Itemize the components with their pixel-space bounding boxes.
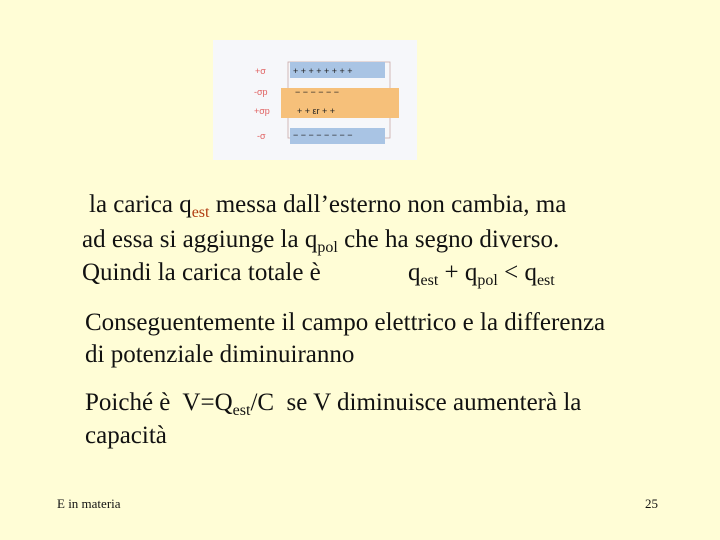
footer-title: E in materia — [57, 496, 121, 511]
text-fragment: /C se V diminuisce aumenterà la — [250, 389, 582, 416]
dielectric-signs-top: − − − − − − — [295, 87, 340, 97]
para2-line1: Conseguentemente il campo elettrico e la differenza — [85, 309, 606, 336]
text-fragment: < q — [497, 259, 537, 286]
subscript: est — [536, 272, 555, 289]
para1-line1 — [89, 192, 566, 225]
text-fragment: + q — [438, 259, 478, 286]
label-minus-sigma-p: -σp — [254, 87, 268, 97]
line2-words — [82, 227, 559, 260]
para2-line2: di potenziale diminuiranno — [85, 341, 355, 368]
para3-line1 — [85, 390, 581, 423]
page-number: 25 — [645, 496, 658, 511]
total-charge-inequality — [408, 260, 555, 293]
text-fragment: ad essa si aggiunge la q — [82, 226, 318, 253]
para1-line3 — [82, 260, 321, 285]
subscript: pol — [317, 239, 338, 256]
capacitor-diagram — [213, 40, 417, 160]
text-fragment: messa dall’esterno non cambia, ma — [209, 191, 567, 218]
subscript: est — [232, 402, 251, 419]
text-fragment: q — [408, 259, 421, 286]
label-minus-sigma: -σ — [257, 131, 266, 141]
text-fragment: che ha segno diverso. — [337, 226, 560, 253]
capacitor-dielectric-figure — [213, 40, 417, 160]
dielectric-signs-bottom: + + εr + + — [297, 106, 336, 116]
subscript: est — [420, 272, 439, 289]
text-fragment: Poiché è V=Q — [85, 389, 233, 416]
subscript: est — [191, 204, 210, 221]
para3-line2: capacità — [85, 422, 167, 449]
text-fragment: Quindi la carica totale è — [82, 259, 321, 286]
plate-signs-bottom: − − − − − − − − — [293, 130, 353, 140]
label-plus-sigma-p: +σp — [254, 106, 270, 116]
para1-line2 — [82, 227, 640, 260]
subscript: pol — [477, 272, 498, 289]
plate-signs-top: + + + + + + + + — [293, 66, 353, 76]
label-plus-sigma: +σ — [255, 66, 266, 76]
text-fragment: la carica q — [89, 191, 192, 218]
